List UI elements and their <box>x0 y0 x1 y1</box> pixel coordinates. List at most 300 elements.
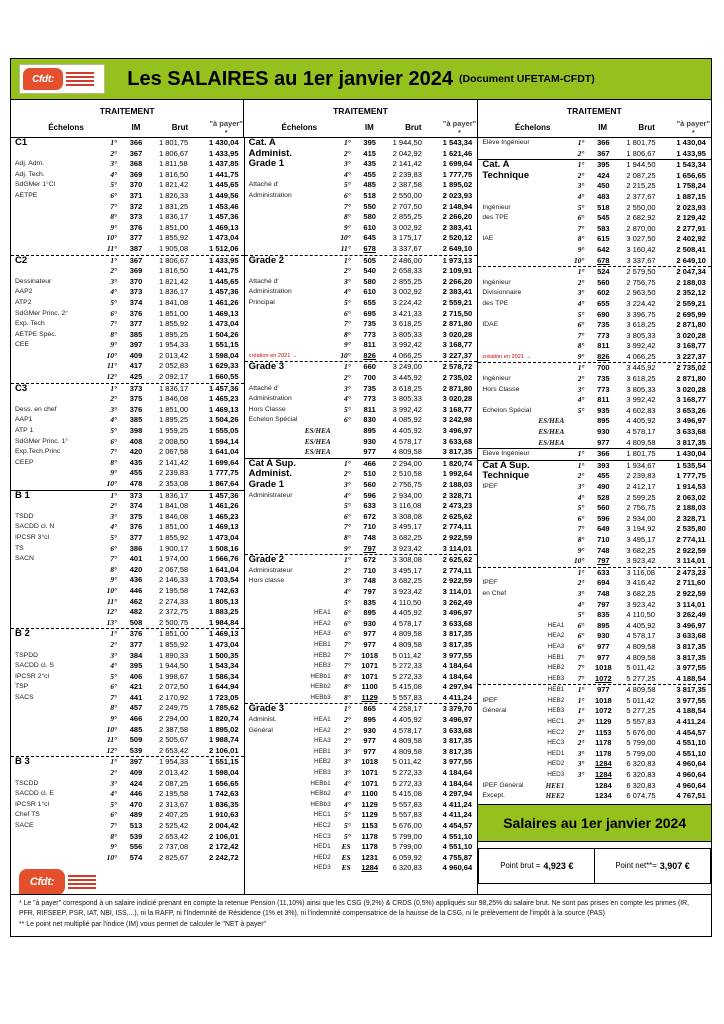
im-value: 596 <box>363 490 376 500</box>
brut-value: 2 042,92 <box>392 148 422 158</box>
payer-value: 2 922,59 <box>442 576 473 586</box>
echelon-value: 7° <box>110 201 117 211</box>
brut-value: 2 934,00 <box>392 490 422 500</box>
table-row <box>245 640 478 651</box>
brut-value: 2 377,67 <box>626 191 656 201</box>
brut-value: 5 011,42 <box>392 757 422 767</box>
table-row <box>11 233 244 244</box>
im-value: 395 <box>363 138 376 147</box>
grade-he-label: HEA2 <box>313 726 331 734</box>
table-row <box>245 480 478 491</box>
column-3 <box>478 138 711 894</box>
im-value: 373 <box>129 287 143 297</box>
payer-value: 3 817,35 <box>676 685 706 695</box>
payer-value: 2 922,59 <box>442 532 473 542</box>
table-row <box>478 589 711 600</box>
salary-section <box>11 628 244 756</box>
payer-value: 1 914,53 <box>676 482 706 491</box>
payer-value: 2 535,80 <box>676 524 706 534</box>
payer-value: 2 473,23 <box>676 567 706 577</box>
table-row <box>11 298 244 309</box>
table-row <box>245 277 478 288</box>
payer-value: 2 109,91 <box>442 266 473 276</box>
salary-section <box>478 781 711 802</box>
payer-value: 1 895,02 <box>209 724 239 734</box>
im-value: 865 <box>363 704 376 714</box>
creation-note: création en 2021 → <box>482 353 532 360</box>
im-value: 710 <box>597 534 610 544</box>
grade-he-label: HEBb2 <box>310 790 331 798</box>
echelon-value: 5° <box>344 297 351 307</box>
grade-he-label: HEB1 <box>547 653 565 661</box>
echelon-value: 7° <box>577 663 585 673</box>
brut-value: 3 421,33 <box>392 308 422 318</box>
table-row <box>11 384 244 395</box>
table-row <box>11 607 244 618</box>
payer-value: 1 469,13 <box>209 222 239 232</box>
payer-value: 3 817,35 <box>676 437 706 447</box>
echelon-value: 7° <box>577 223 585 233</box>
im-value: 1284 <box>595 780 612 790</box>
row-label: Hors Classe <box>248 405 286 413</box>
im-value: 1018 <box>595 663 612 673</box>
im-value: 1284 <box>595 770 612 780</box>
brut-value: 1 836,17 <box>159 287 189 297</box>
echelon-value: 11° <box>107 735 117 745</box>
brut-header: Brut <box>405 123 422 132</box>
row-label: Administ. <box>248 716 277 724</box>
im-value: 395 <box>129 661 143 671</box>
im-value: 574 <box>129 852 143 862</box>
payer-value: 4 411,24 <box>442 692 472 702</box>
brut-value: 3 682,25 <box>392 576 422 586</box>
table-row <box>478 524 711 535</box>
echelon-value: 9° <box>577 545 585 555</box>
brut-value: 1 806,67 <box>626 148 656 158</box>
row-label: Ingénieur <box>482 375 511 383</box>
im-value: 377 <box>129 532 143 542</box>
payer-value: 1 820,74 <box>442 458 473 468</box>
im-value: 1178 <box>361 842 378 852</box>
brut-value: 1 905,08 <box>159 243 189 253</box>
payer-value: 3 817,35 <box>442 629 473 639</box>
payer-value: 2 774,11 <box>442 565 472 575</box>
payer-value: 3 379,70 <box>442 704 473 714</box>
salary-section <box>478 460 711 567</box>
payer-value: 4 960,64 <box>442 863 473 873</box>
brut-value: 3 116,08 <box>626 567 655 577</box>
table-row <box>11 479 244 490</box>
row-label: Administrateur <box>248 491 293 499</box>
im-value: 482 <box>129 607 143 617</box>
payer-value: 4 184,64 <box>442 768 473 778</box>
im-value: 977 <box>363 736 376 746</box>
brut-value: 3 992,42 <box>392 340 422 350</box>
payer-header: "à payer" * <box>676 118 711 137</box>
payer-value: 1 430,04 <box>676 449 706 459</box>
im-value: 366 <box>597 138 610 147</box>
table-row <box>11 575 244 586</box>
table-row <box>11 554 244 565</box>
im-value: 895 <box>363 715 376 725</box>
payer-value: 2 508,41 <box>676 244 706 254</box>
payer-value: 1 430,04 <box>676 138 706 147</box>
brut-value: 2 407,25 <box>159 810 189 820</box>
im-value: 372 <box>129 201 143 211</box>
payer-value: 1 469,13 <box>209 629 239 639</box>
table-row <box>245 747 478 758</box>
echelon-value: 1° <box>344 362 351 372</box>
table-row <box>245 244 478 255</box>
brut-value: 3 618,25 <box>392 383 422 393</box>
brut-value: 2 249,75 <box>159 703 189 713</box>
im-value: 505 <box>363 255 376 265</box>
im-value: 655 <box>597 298 610 308</box>
point-net-value: 3,907 € <box>659 860 690 871</box>
table-row <box>11 159 244 170</box>
point-brut-value: 4,923 € <box>543 860 574 871</box>
row-label: SACS <box>15 693 34 701</box>
im-value: 977 <box>363 639 376 649</box>
page-title: Les SALAIRES au 1er janvier 2024 <box>127 67 453 90</box>
table-row <box>478 642 711 653</box>
table-row <box>478 610 711 621</box>
row-label: SdGMer Princ. 2° <box>15 309 68 317</box>
brut-value: 2 550,00 <box>392 190 422 200</box>
echelon-value: 10° <box>573 255 585 265</box>
echelon-value: 5° <box>577 503 585 513</box>
brut-value: 3 495,17 <box>392 522 422 532</box>
table-row <box>478 299 711 310</box>
salary-section <box>245 138 478 255</box>
row-label: TS <box>15 544 24 552</box>
im-value: 377 <box>129 639 143 649</box>
grade-he-label: HEE1 <box>545 781 565 790</box>
payer-value: 1 777,75 <box>442 169 473 179</box>
table-row <box>478 685 711 696</box>
brut-value: 5 415,08 <box>392 682 422 692</box>
table-row <box>245 842 478 853</box>
im-value: 462 <box>129 596 143 606</box>
echelon-value: 4° <box>577 298 585 308</box>
payer-value: 1 566,76 <box>209 554 239 564</box>
table-row <box>11 458 244 469</box>
traitement-header: TRAITEMENT <box>566 106 622 116</box>
echelon-value: 5° <box>110 532 117 542</box>
payer-value: 1 500,35 <box>209 650 239 660</box>
im-value: 424 <box>597 170 610 180</box>
im-value: 539 <box>129 745 143 755</box>
payer-value: 3 168,77 <box>442 340 473 350</box>
echelon-value: 9° <box>344 340 351 350</box>
echelon-value: 2° <box>577 717 585 727</box>
echelon-value: 1° <box>577 460 585 470</box>
payer-value: 2 559,21 <box>442 297 473 307</box>
brut-value: 5 557,83 <box>392 799 422 809</box>
brut-value: 2 963,50 <box>626 288 656 298</box>
payer-value: 1 543,34 <box>209 661 239 671</box>
payer-value: 1 469,13 <box>209 522 239 532</box>
echelon-value: 1° <box>577 695 585 705</box>
payer-value: 2 129,42 <box>676 213 706 223</box>
table-row <box>478 781 711 792</box>
grade-he-label: HEB1 <box>547 686 565 694</box>
echelon-value: 7° <box>110 821 117 830</box>
im-value: 1071 <box>361 768 379 778</box>
im-value: 425 <box>129 372 143 382</box>
im-value: 1129 <box>361 799 378 809</box>
im-value: 373 <box>129 383 143 393</box>
table-row <box>245 170 478 181</box>
im-value: 395 <box>597 160 610 170</box>
brut-value: 2 195,58 <box>159 789 189 799</box>
brut-value: 5 272,33 <box>392 671 422 681</box>
echelon-value: 4° <box>577 492 585 502</box>
echelon-value: 2° <box>577 727 585 737</box>
table-row <box>245 415 478 426</box>
im-value: 811 <box>363 340 376 350</box>
echelon-value: 8° <box>110 703 117 713</box>
table-row <box>245 256 478 267</box>
payer-value: 4 960,64 <box>676 770 706 780</box>
creation-note: création en 2021 → <box>248 352 298 359</box>
brut-value: 2 579,50 <box>626 267 656 277</box>
payer-value: 1 703,54 <box>209 575 239 585</box>
table-row <box>11 672 244 683</box>
brut-value: 4 578,17 <box>392 725 422 735</box>
payer-value: 2 266,20 <box>442 276 473 286</box>
table-row <box>478 503 711 514</box>
section-title: Cat. A <box>482 159 510 171</box>
row-label: Adj. Tech. <box>15 170 45 178</box>
payer-value: 2 383,41 <box>442 222 473 232</box>
payer-value: 2 711,60 <box>676 578 706 588</box>
section-title: Grade 3 <box>248 703 285 715</box>
grade-he-label: HEA1 <box>547 621 565 629</box>
im-value: 420 <box>129 564 143 574</box>
table-row <box>11 522 244 533</box>
grade-he-label: ES/HEA <box>538 438 565 447</box>
payer-value: 1 895,02 <box>442 180 473 190</box>
brut-value: 1 836,17 <box>159 383 189 393</box>
echelon-value: 5° <box>344 597 351 607</box>
echelon-value: 10° <box>106 724 117 734</box>
im-value: 374 <box>129 501 143 511</box>
echelon-value: 3° <box>110 650 117 660</box>
section-title: Cat A Sup. <box>248 457 296 469</box>
grade-he-label: HEA3 <box>547 642 565 650</box>
im-value: 560 <box>597 503 610 513</box>
brut-value: 1 855,92 <box>159 639 189 649</box>
echelon-value: 8° <box>110 564 117 574</box>
payer-value: 3 496,97 <box>676 416 706 426</box>
echelon-value: 2° <box>110 394 117 404</box>
brut-value: 3 002,92 <box>392 222 422 232</box>
im-value: 748 <box>597 545 610 555</box>
table-row <box>478 406 711 417</box>
brut-value: 1 841,08 <box>159 501 189 511</box>
im-value: 510 <box>363 469 376 479</box>
brut-value: 1 954,33 <box>159 757 189 767</box>
table-row <box>245 821 478 832</box>
brut-value: 3 160,42 <box>626 244 656 254</box>
im-value: 645 <box>363 233 376 243</box>
im-value: 642 <box>597 244 610 254</box>
payer-value: 2 735,02 <box>442 373 473 383</box>
cfdt-logo-bottom <box>19 869 244 894</box>
table-row <box>245 598 478 609</box>
grade-he-label: HEC3 <box>313 832 331 840</box>
payer-value: 3 496,97 <box>442 608 473 618</box>
payer-value: 1 504,26 <box>209 415 239 425</box>
table-row <box>245 373 478 384</box>
echelon-value: 2° <box>577 148 585 158</box>
im-value: 384 <box>129 650 143 660</box>
table-row <box>11 244 244 255</box>
echelon-value: 6° <box>110 810 117 820</box>
payer-value: 3 633,68 <box>676 631 706 641</box>
brut-value: 2 294,00 <box>392 458 422 468</box>
table-row <box>11 394 244 405</box>
column-2 <box>245 138 479 894</box>
brut-value: 1 974,00 <box>159 554 189 564</box>
brut-value: 4 809,58 <box>392 746 422 756</box>
brut-value: 4 809,58 <box>626 652 656 662</box>
echelon-value: 8° <box>344 212 351 222</box>
table-row <box>478 320 711 331</box>
payer-value: 3 262,49 <box>442 597 473 607</box>
im-value: 540 <box>363 266 376 276</box>
payer-value: 1 469,13 <box>209 404 239 414</box>
echelon-value: 2° <box>577 738 585 748</box>
footnote-1: * Le "à payer" correspond à un salaire indicié prenant en compte la retenue Pension (11,10%) ainsi que les CSG (9,2%) & CRDS (0,5%) appliqués sur 98,25% du salaire brut. Ne sont pas prises en compte les primes (IR, PFR, RIFSEEP, PSR, IAT, NBI, ISS,...), ni la RAFP, ni l'Indemnité de Résidence (1% et 3%), ni l'indemnité compensatrice de la hausse de la CSG, ni le prélèvement de l'impôt à la source (PAS) <box>19 900 690 918</box>
payer-value: 1 441,75 <box>209 266 239 276</box>
row-label: Exp. Tech <box>15 320 45 328</box>
brut-value: 6 320,83 <box>626 780 656 790</box>
echelon-value: 4° <box>344 287 351 297</box>
im-value: 930 <box>363 436 376 446</box>
brut-value: 5 676,00 <box>392 821 422 830</box>
brut-value: 3 396,75 <box>626 309 656 319</box>
im-value: 457 <box>129 703 143 713</box>
payer-value: 4 411,24 <box>442 810 472 820</box>
im-value: 369 <box>129 169 143 179</box>
echelon-value: 3° <box>577 759 585 769</box>
payer-value: 1 699,64 <box>209 457 239 467</box>
table-row <box>478 192 711 203</box>
brut-value: 4 258,17 <box>392 704 422 714</box>
row-label: SACE <box>15 822 34 829</box>
table-row <box>478 600 711 611</box>
payer-value: 3 496,97 <box>442 426 473 436</box>
brut-value: 3 618,25 <box>626 374 656 384</box>
payer-value: 2 649,10 <box>442 243 473 253</box>
table-row <box>478 535 711 546</box>
im-value: 1100 <box>361 789 378 799</box>
im-value: 748 <box>363 576 376 586</box>
section-title: Technique <box>482 169 530 181</box>
echelon-value: 3° <box>110 159 117 169</box>
im-value: 376 <box>129 522 143 532</box>
table-row <box>478 374 711 385</box>
payer-value: 4 960,64 <box>676 759 706 769</box>
table-row <box>478 385 711 396</box>
echelon-value: 2° <box>577 471 585 481</box>
echelon-value: 6° <box>344 618 351 628</box>
payer-value: 1 430,04 <box>209 138 239 147</box>
im-value: 417 <box>129 361 143 371</box>
payer-value: 1 988,74 <box>209 735 239 745</box>
brut-value: 3 682,25 <box>392 532 422 542</box>
table-row <box>11 544 244 555</box>
brut-value: 1 846,08 <box>159 511 189 521</box>
payer-value: 1 461,26 <box>209 297 239 307</box>
payer-value: 1 512,06 <box>209 243 239 253</box>
im-value: 1284 <box>361 863 379 873</box>
echelon-value: 6° <box>577 213 585 223</box>
echelon-value: 5° <box>110 671 117 681</box>
payer-value: 1 742,63 <box>209 789 239 799</box>
grade-he-label: HEBb1 <box>310 672 331 680</box>
brut-value: 5 277,25 <box>626 673 656 683</box>
brut-value: 4 809,58 <box>626 437 656 447</box>
table-row <box>478 717 711 728</box>
echelon-value: 4° <box>110 287 117 297</box>
brut-value: 2 087,25 <box>159 778 189 788</box>
row-label: TSP <box>15 683 29 691</box>
table-row <box>245 298 478 309</box>
table-row <box>11 757 244 768</box>
payer-value: 1 473,04 <box>209 319 239 329</box>
echelon-value: 8° <box>344 692 351 702</box>
row-label: IPEF Général <box>482 781 524 789</box>
im-value: 1071 <box>361 671 379 681</box>
payer-value: 3 977,55 <box>676 695 706 705</box>
im-value: 436 <box>129 575 143 585</box>
table-row <box>478 427 711 438</box>
im-value: 435 <box>129 457 143 467</box>
payer-value: 3 496,97 <box>442 715 473 725</box>
brut-value: 2 087,25 <box>626 170 656 180</box>
echelon-value: 7° <box>110 319 117 329</box>
table-row <box>478 438 711 449</box>
brut-value: 4 809,58 <box>392 629 422 639</box>
grade-he-label: HEA3 <box>313 737 331 745</box>
brut-value: 3 337,67 <box>392 243 422 253</box>
im-value: 560 <box>597 277 610 287</box>
brut-value: 3 805,33 <box>626 384 656 394</box>
im-value: 377 <box>129 233 143 243</box>
payer-value: 2 520,12 <box>442 233 473 243</box>
echelon-value: 8° <box>110 212 117 222</box>
grade-he-label: HED2 <box>313 853 331 861</box>
table-row <box>11 725 244 736</box>
row-label: Chef TS <box>15 811 40 819</box>
brut-value: 5 799,00 <box>626 748 656 758</box>
im-value: 387 <box>129 243 143 253</box>
brut-value: 4 809,58 <box>626 641 656 651</box>
table-row <box>11 832 244 843</box>
brut-value: 1 890,33 <box>159 650 189 660</box>
im-value: 1153 <box>595 727 612 737</box>
echelon-value: 4° <box>110 522 117 532</box>
im-value: 489 <box>129 810 143 820</box>
im-value: 397 <box>129 757 143 767</box>
echelon-value: 4° <box>344 778 351 788</box>
echelon-value: 1° <box>344 458 351 468</box>
payer-value: 4 411,24 <box>442 799 472 809</box>
im-value: 508 <box>129 617 143 627</box>
